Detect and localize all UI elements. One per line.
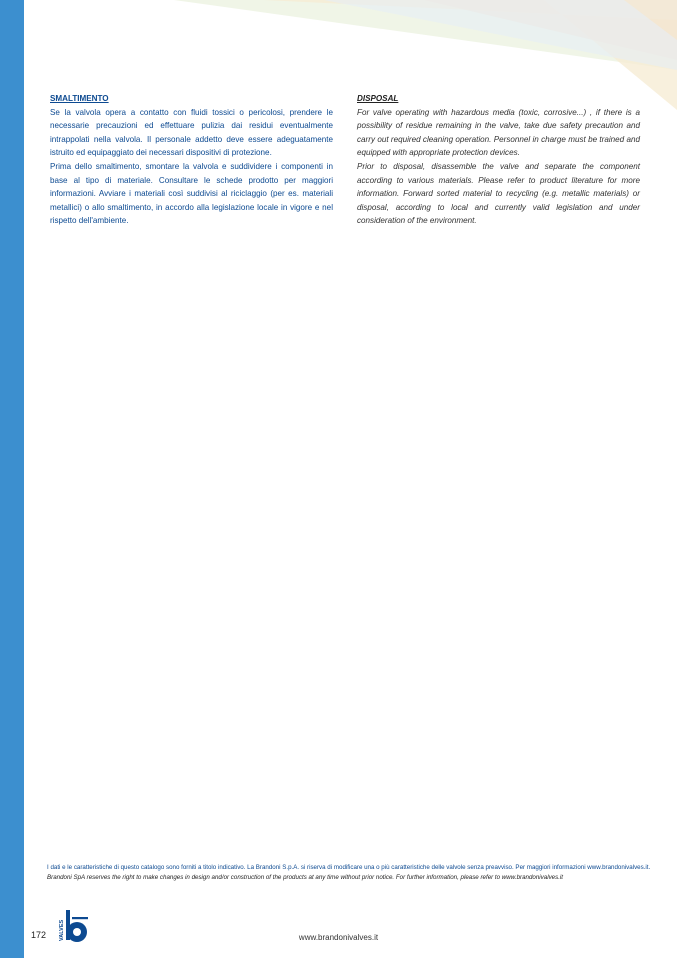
footer-disclaimer [47, 864, 657, 882]
italian-paragraph-2: Prima dello smaltimento, smontare la valvola e suddividere i componenti in base al tipo di materiale. Consultare le schede prodotto per maggiori informazioni. Avviare i materiali così suddivisi al riciclaggio (per es. materiali metallici) o allo smaltimento, in accordo alla legislazione locale in vigore e nel rispetto dell'ambiente. [50, 161, 333, 226]
english-paragraph-1: For valve operating with hazardous media (toxic, corrosive...) , if there is a possibility of residue remaining in the valve, take due safety precaution and carry out required cleaning operation. Personnel in charge must be trained and equipped with appropriate protection devices. [357, 107, 640, 158]
english-title: DISPOSAL [357, 94, 399, 103]
italian-section [50, 92, 333, 228]
logo-text: VALVES [59, 919, 65, 941]
website-link[interactable]: www.brandonivalves.it [298, 933, 379, 942]
italian-title: SMALTIMENTO [50, 94, 109, 103]
english-paragraph-2: Prior to disposal, disassemble the valve and separate the component according to various materials. Please refer to product literature for more information. Forward sorted material to recycling (e.g. metallic materials) or disposal, according to local and currently valid legislation and under consideration of the environment. [357, 161, 640, 226]
italian-paragraph-1: Se la valvola opera a contatto con fluidi tossici o pericolosi, prendere le necessarie precauzioni ed effettuare pulizia dai residui eventualmente intrappolati nella valvola. Il personale addetto deve essere adeguatamente istruito ed equipaggiato dei necessari dispositivi di protezione. [50, 107, 333, 158]
side-bar [0, 0, 24, 958]
disclaimer-italian: I dati e le caratteristiche di questo catalogo sono forniti a titolo indicativo. La Brandoni S.p.A. si riserva di modificare una o più caratteristiche delle valvole senza preavviso. Per maggiori informazioni www.brandonivalves.it. [47, 864, 651, 871]
disclaimer-english: Brandoni SpA reserves the right to make changes in design and/or construction of the products at any time without prior notice. For further information, please refer to www.brandonivalves.it [47, 873, 564, 881]
page-number: 172 [31, 930, 47, 940]
english-section [357, 92, 640, 228]
